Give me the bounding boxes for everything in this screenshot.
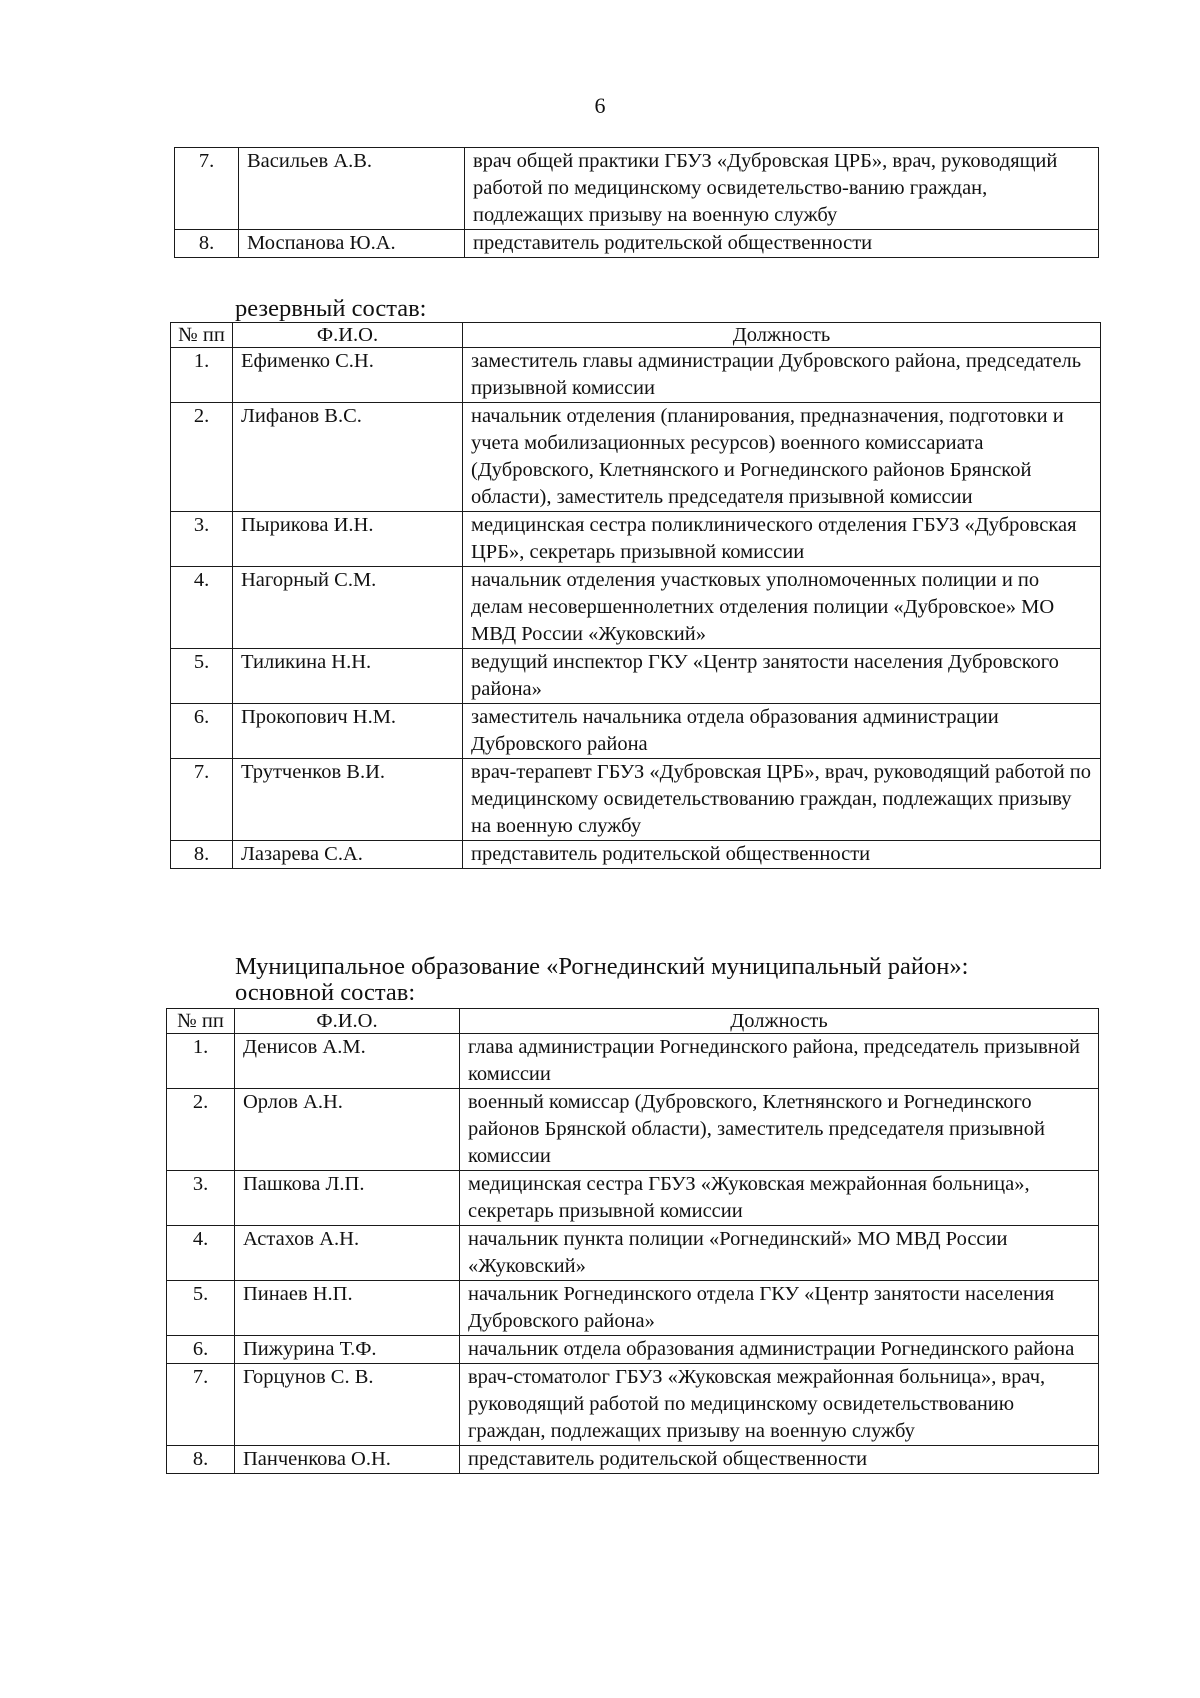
row-number: 4. [167,1226,235,1281]
row-name: Пижурина Т.Ф. [235,1336,460,1364]
row-name: Васильев А.В. [239,148,465,230]
table-row [171,567,1101,649]
row-name: Прокопович Н.М. [233,704,463,759]
row-name: Горцунов С. В. [235,1364,460,1446]
table-header-row [171,323,1101,348]
row-number: 7. [175,148,239,230]
row-number: 7. [167,1364,235,1446]
row-position: представитель родительской общественности [465,230,1099,258]
column-header-name: Ф.И.О. [235,1009,460,1034]
table-row [171,403,1101,512]
row-number: 6. [171,704,233,759]
column-header-name: Ф.И.О. [233,323,463,348]
row-number: 2. [167,1089,235,1171]
municipality-heading: Муниципальное образование «Рогнединский муниципальный район»: [235,953,969,980]
row-position: начальник отдела образования администрации Рогнединского района [460,1336,1099,1364]
table-row [167,1336,1099,1364]
row-number: 5. [167,1281,235,1336]
row-name: Панченкова О.Н. [235,1446,460,1474]
table-row [171,649,1101,704]
row-position: глава администрации Рогнединского района, председатель призывной комиссии [460,1034,1099,1089]
row-name: Ефименко С.Н. [233,348,463,403]
table-row [171,841,1101,869]
row-position: представитель родительской общественности [463,841,1101,869]
table-row [167,1226,1099,1281]
row-name: Лазарева С.А. [233,841,463,869]
rognedino-table [166,1008,1099,1474]
row-number: 8. [167,1446,235,1474]
row-name: Лифанов В.С. [233,403,463,512]
column-header-number: № пп [167,1009,235,1034]
row-name: Пашкова Л.П. [235,1171,460,1226]
table-row [171,704,1101,759]
table-row [171,348,1101,403]
table-row [171,759,1101,841]
column-header-number: № пп [171,323,233,348]
row-number: 6. [167,1336,235,1364]
table-row [171,512,1101,567]
row-number: 1. [171,348,233,403]
table-row [167,1171,1099,1226]
row-name: Пинаев Н.П. [235,1281,460,1336]
row-number: 8. [175,230,239,258]
column-header-position: Должность [460,1009,1099,1034]
column-header-position: Должность [463,323,1101,348]
row-position: начальник пункта полиции «Рогнединский» МО МВД России «Жуковский» [460,1226,1099,1281]
row-name: Пырикова И.Н. [233,512,463,567]
row-number: 7. [171,759,233,841]
row-number: 2. [171,403,233,512]
row-position: медицинская сестра ГБУЗ «Жуковская межрайонная больница», секретарь призывной комиссии [460,1171,1099,1226]
row-position: врач общей практики ГБУЗ «Дубровская ЦРБ», врач, руководящий работой по медицинскому освидетельство-ванию граждан, подлежащих призыву на военную службу [465,148,1099,230]
row-position: начальник отделения (планирования, предназначения, подготовки и учета мобилизационных ресурсов) военного комиссариата (Дубровского, Клетнянского и Рогнединского районов Брянской области), заместитель председателя призывной комиссии [463,403,1101,512]
table-header-row [167,1009,1099,1034]
reserve-heading: резервный состав: [235,295,427,322]
row-position: ведущий инспектор ГКУ «Центр занятости населения Дубровского района» [463,649,1101,704]
row-name: Трутченков В.И. [233,759,463,841]
row-name: Нагорный С.М. [233,567,463,649]
table-row [167,1446,1099,1474]
row-position: медицинская сестра поликлинического отделения ГБУЗ «Дубровская ЦРБ», секретарь призывной комиссии [463,512,1101,567]
page-number: 6 [594,93,606,118]
row-position: заместитель главы администрации Дубровского района, председатель призывной комиссии [463,348,1101,403]
table-row [167,1034,1099,1089]
row-name: Моспанова Ю.А. [239,230,465,258]
row-number: 5. [171,649,233,704]
table-row [167,1089,1099,1171]
row-number: 3. [167,1171,235,1226]
row-position: врач-стоматолог ГБУЗ «Жуковская межрайонная больница», врач, руководящий работой по медицинскому освидетельствованию граждан, подлежащих призыву на военную службу [460,1364,1099,1446]
reserve-table [170,322,1101,869]
row-name: Денисов А.М. [235,1034,460,1089]
row-number: 1. [167,1034,235,1089]
row-position: начальник Рогнединского отдела ГКУ «Центр занятости населения Дубровского района» [460,1281,1099,1336]
table-row [167,1364,1099,1446]
row-number: 3. [171,512,233,567]
table-row [175,230,1099,258]
row-position: военный комиссар (Дубровского, Клетнянского и Рогнединского районов Брянской области), заместитель председателя призывной комиссии [460,1089,1099,1171]
row-position: врач-терапевт ГБУЗ «Дубровская ЦРБ», врач, руководящий работой по медицинскому освидетельствованию граждан, подлежащих призыву на военную службу [463,759,1101,841]
row-number: 8. [171,841,233,869]
row-position: представитель родительской общественности [460,1446,1099,1474]
row-position: заместитель начальника отдела образования администрации Дубровского района [463,704,1101,759]
table-row [167,1281,1099,1336]
row-name: Орлов А.Н. [235,1089,460,1171]
row-name: Тиликина Н.Н. [233,649,463,704]
table-row [175,148,1099,230]
row-position: начальник отделения участковых уполномоченных полиции и по делам несовершеннолетних отделения полиции «Дубровское» МО МВД России «Жуковский» [463,567,1101,649]
main-composition-heading: основной состав: [235,979,416,1006]
row-number: 4. [171,567,233,649]
row-name: Астахов А.Н. [235,1226,460,1281]
continuation-table [174,147,1099,258]
